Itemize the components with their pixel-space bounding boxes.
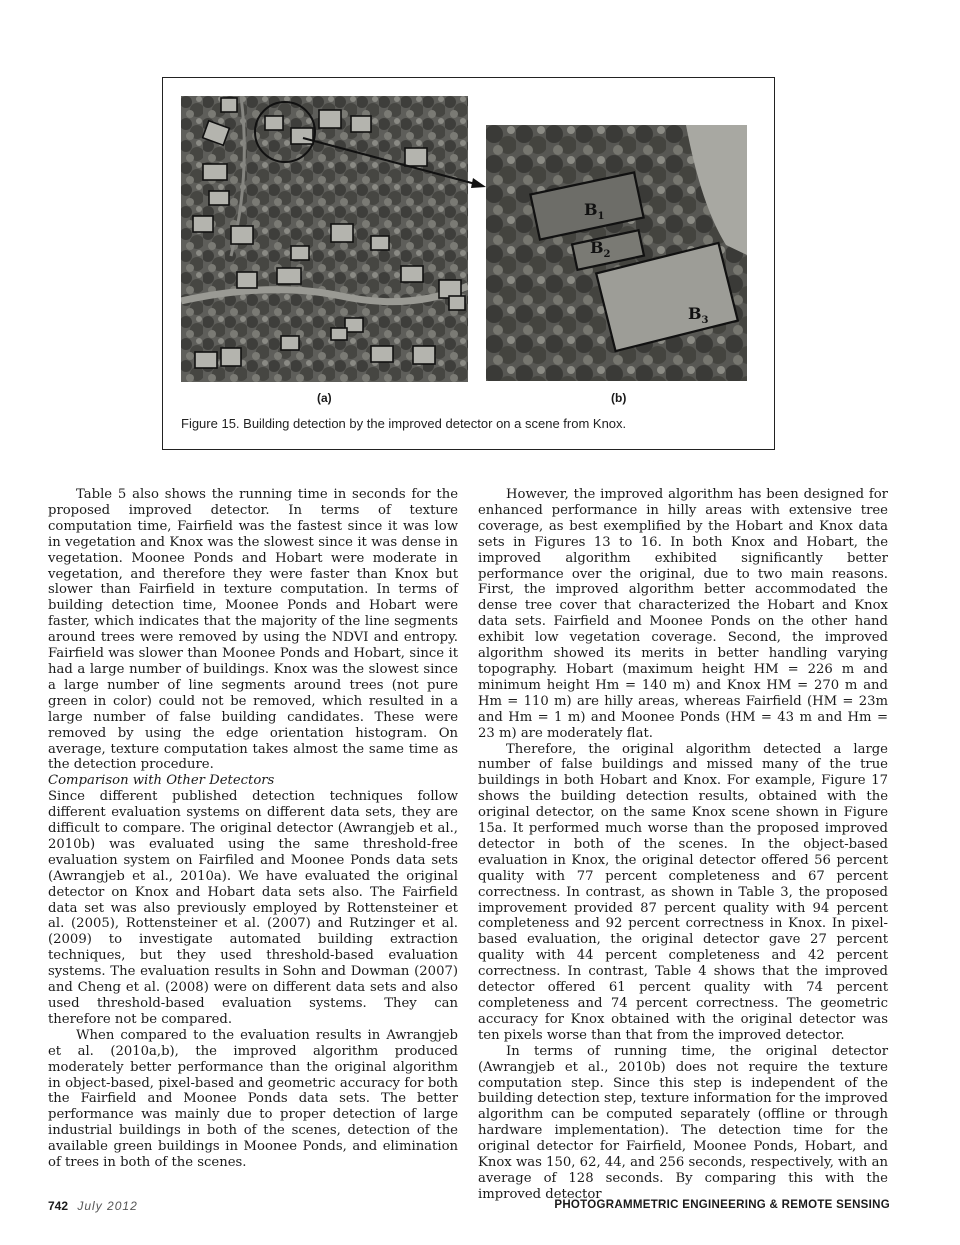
panel-b-label: (b): [611, 391, 627, 405]
figure-caption: Figure 15. Building detection by the improved detector on a scene from Knox.: [181, 416, 627, 431]
left-column: [48, 487, 458, 1171]
label-b2-text: B: [590, 238, 604, 257]
issue-date: July 2012: [77, 1199, 138, 1213]
label-b2-sub: 2: [603, 249, 611, 261]
aerial-image-a-svg: [181, 96, 468, 382]
right-column: [478, 487, 888, 1203]
footer-left: [48, 1199, 138, 1213]
aerial-image-b: [486, 125, 747, 381]
aerial-image-a: [181, 96, 468, 382]
page-number: 742: [48, 1199, 69, 1213]
left-paragraph-1: Table 5 also shows the running time in seconds for the proposed improved detector. In terms of texture computation time, Fairfield was the fastest since it was low in vegetation and Knox was the slowest since it was dense in vegetation. Moonee Ponds and Hobart were moderate in vegetation, and therefore they were faster than Knox but slower than Fairfield in texture computation. In terms of building detection time, Moonee Ponds and Hobart were faster, which indicates that the majority of the line segments around trees were removed by using the NDVI and entropy. Fairfield was slower than Moonee Ponds and Hobart, since it had a large number of buildings. Knox was the slowest since a large number of line segments around trees (not pure green in color) could not be removed, which resulted in a large number of false building candidates. These were removed by using the edge orientation histogram. On average, texture computation takes almost the same time as the detection procedure.: [48, 487, 458, 773]
panel-a-label: (a): [317, 391, 332, 405]
label-b3-text: B: [688, 304, 702, 323]
label-b2: [590, 238, 611, 260]
left-paragraph-3: When compared to the evaluation results in Awrangjeb et al. (2010a,b), the improved algorithm produced moderately better performance than the original algorithm in object-based, pixel-based and geometric accuracy for both the Fairfield and Moonee Ponds data sets. The better performance was mainly due to proper detection of large industrial buildings in both of the scenes, detection of the available green buildings in Moonee Ponds, and elimination of trees in both of the scenes.: [48, 1027, 458, 1171]
right-paragraph-2: Therefore, the original algorithm detected a large number of false buildings and missed many of the true buildings in both Hobart and Knox. For example, Figure 17 shows the building detection results, obtained with the original detector, on the same Knox scene shown in Figure 15a. It performed much worse than the proposed improved detector in both of the scenes. In the object-based evaluation in Knox, the original detector offered 56 percent quality with 77 percent completeness and 67 percent correctness. In contrast, as shown in Table 3, the proposed improvement provided 87 percent quality with 94 percent completeness and 92 percent correctness in Knox. In pixel-based evaluation, the original detector gave 27 percent quality with 44 percent completeness and 42 percent correctness. In contrast, Table 4 shows that the improved detector offered 61 percent quality with 74 percent completeness and 74 percent correctness. The geometric accuracy for Knox obtained with the original detector was ten pixels worse than that from the improved detector.: [478, 741, 888, 1043]
section-subheading: Comparison with Other Detectors: [48, 773, 275, 789]
label-b1-text: B: [584, 200, 598, 219]
journal-name: PHOTOGRAMMETRIC ENGINEERING & REMOTE SENSING: [554, 1199, 890, 1211]
label-b3-sub: 3: [701, 315, 709, 327]
right-paragraph-1: However, the improved algorithm has been designed for enhanced performance in hilly areas with extensive tree coverage, as best exemplified by the Hobart and Knox data sets in Figures 13 to 16. In both Knox and Hobart, the improved algorithm exhibited significantly better performance over the original, due to two main reasons. First, the improved algorithm better accommodated the dense tree cover that characterized the Hobart and Knox data sets. Fairfield and Moonee Ponds on the other hand exhibit low vegetation coverage. Second, the improved algorithm showed its merits in better handling varying topography. Hobart (maximum height HM = 226 m and minimum height Hm = 140 m) and Knox HM = 270 m and Hm = 110 m) are hilly areas, whereas Fairfield (HM = 23m and Hm = 1 m) and Moonee Ponds (HM = 43 m and Hm = 23 m) are moderately flat.: [478, 487, 888, 741]
figure-15: [162, 77, 775, 450]
label-b1: [584, 200, 605, 222]
left-paragraph-2: Since different published detection techniques follow different evaluation systems on different data sets, they are difficult to compare. The original detector (Awrangjeb et al., 2010b) was evaluated using the same threshold-free evaluation system on Fairfiled and Moonee Ponds data sets (Awrangjeb et al., 2010a). We have evaluated the original detector on Knox and Hobart data sets also. The Fairfield data set was also previously employed by Rottensteiner et al. (2005), Rottensteiner et al. (2007) and Rutzinger et al. (2009) to investigate automated building extraction techniques, but they used threshold-based evaluation systems. The evaluation results in Sohn and Dowman (2007) and Cheng et al. (2008) were on different data sets and also used threshold-based evaluation systems. They can therefore not be compared.: [48, 789, 458, 1027]
label-b3: [688, 304, 709, 326]
label-b1-sub: 1: [597, 211, 605, 223]
aerial-image-b-svg: [486, 125, 747, 381]
right-paragraph-3: In terms of running time, the original detector (Awrangjeb et al., 2010b) does not require the texture computation step. Since this step is independent of the building detection step, texture information for the improved algorithm can be computed separately (offline or through hardware implementation). The detection time for the original detector for Fairfield, Moonee Ponds, Hobart, and Knox was 150, 62, 44, and 256 seconds, respectively, with an average of 128 seconds. By comparing this with the improved detector: [478, 1043, 888, 1202]
